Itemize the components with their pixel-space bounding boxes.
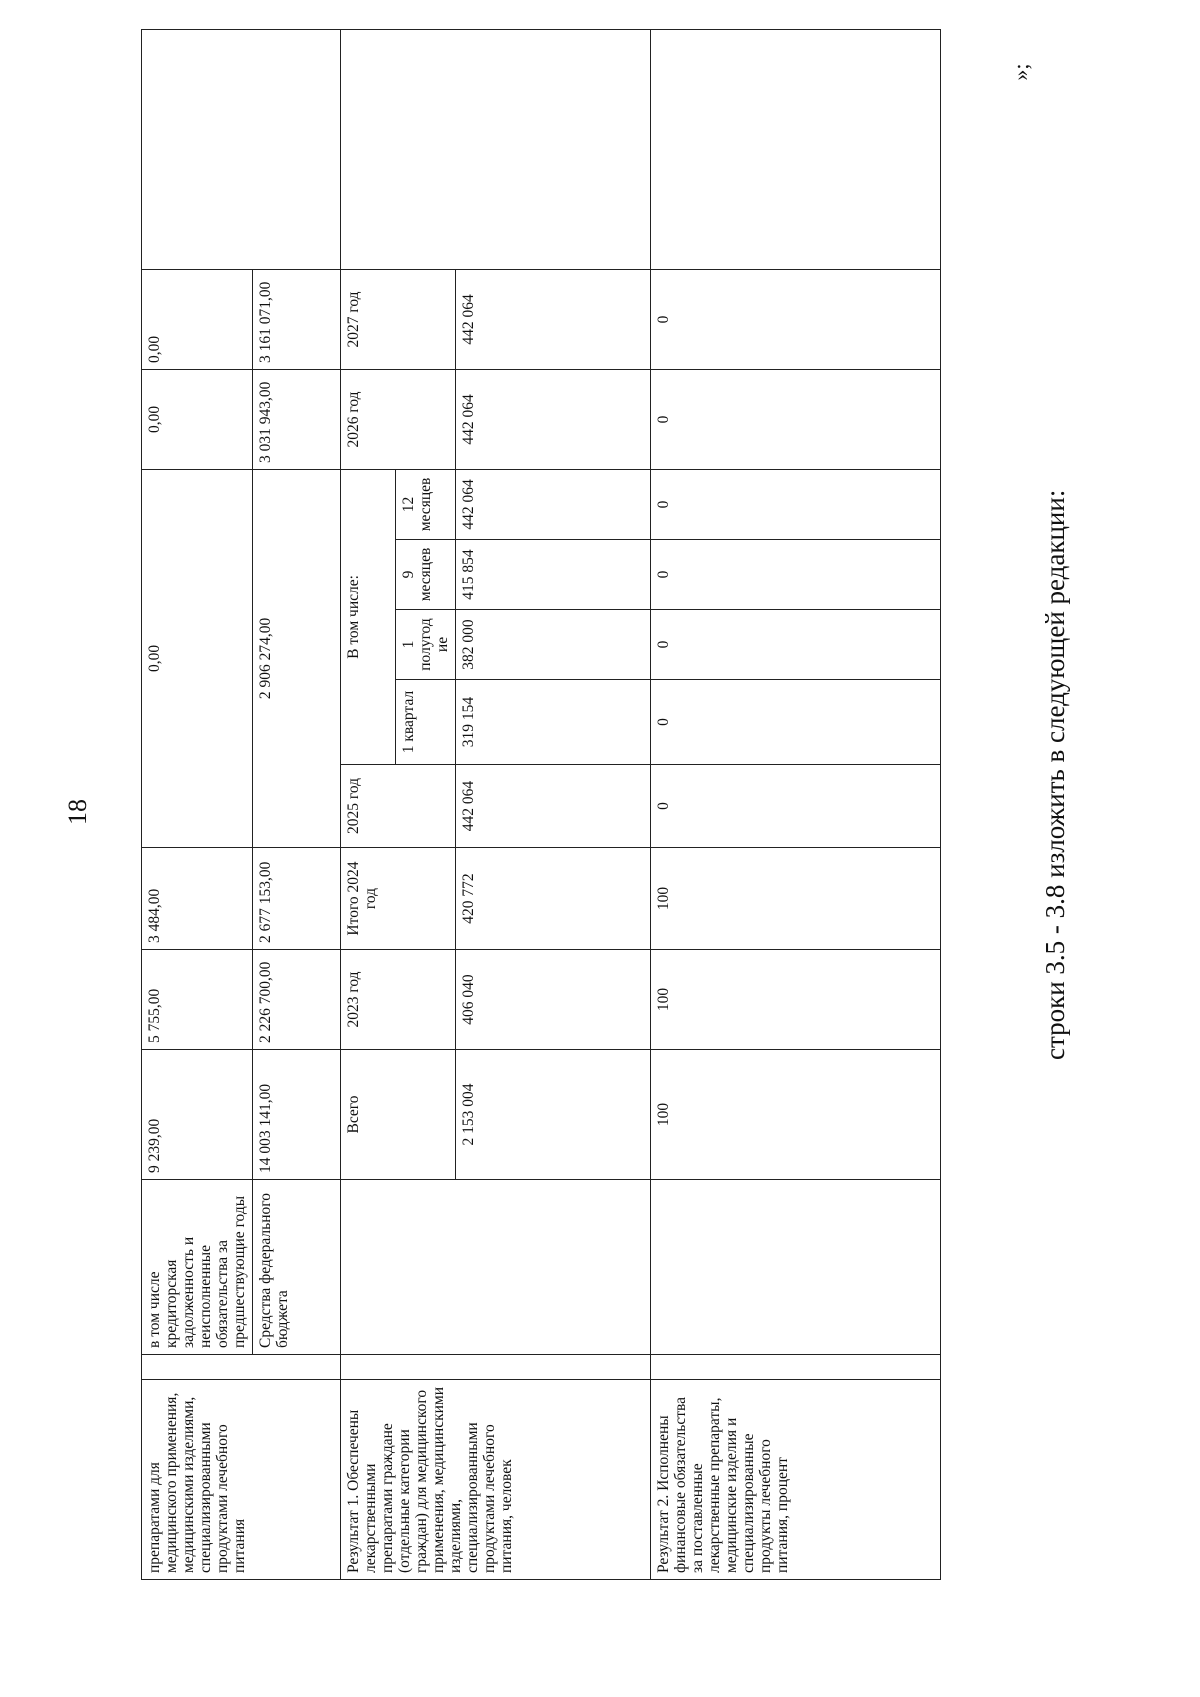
col-header-2023: 2023 год [341,950,456,1050]
table-cell: 3 031 943,00 [253,369,341,469]
table-row [341,29,396,1579]
table-cell: 5 755,00 [142,950,253,1050]
col-header-9m: 9 месяцев [396,540,456,610]
table-cell: 100 [651,950,941,1050]
table-cell: 0 [651,469,941,539]
table-cell: 2 906 274,00 [253,469,341,847]
result-2-label: Результат 2. Исполнены финансовые обязательства за поставленные лекарственные препараты, медицинские изделия и специализированные продукты лечебного питания, процент [651,1380,941,1580]
table-cell: 2 677 153,00 [253,848,341,950]
col-header-2027: 2027 год [341,269,456,369]
table-cell: 14 003 141,00 [253,1050,341,1180]
col-header-h1: 1 полугодие [396,610,456,680]
table-cell: 3 484,00 [142,848,253,950]
result-1-label: Результат 1. Обеспечены лекарственными препаратами граждане (отдельные категории граждан) для медицинского применения, медицинскими изделиями, специализированными продуктами лечебного питания, человек [341,1380,651,1580]
col-header-2024: Итого 2024 год [341,848,456,950]
col-header-q1: 1 квартал [396,680,456,765]
page-number: 18 [63,799,92,825]
col-header-12m: 12 месяцев [396,469,456,539]
table-cell: 406 040 [456,950,651,1050]
instruction-caption: строки 3.5 - 3.8 изложить в следующей редакции: [1040,489,1070,1060]
table-row [651,29,941,1579]
table-cell: 0,00 [142,269,253,369]
sub-label-federal: Средства федерального бюджета [253,1180,341,1355]
table-cell: 0 [651,369,941,469]
table-cell: 415 854 [456,540,651,610]
table-cell: 442 064 [456,469,651,539]
table-cell: 0,00 [142,369,253,469]
col-header-incl: В том числе: [341,469,396,764]
closing-quote: »; [1008,63,1033,81]
table-cell: 0 [651,680,941,765]
table-cell: 9 239,00 [142,1050,253,1180]
col-header-2025: 2025 год [341,765,456,848]
budget-table [141,29,941,1580]
table-cell: 2 226 700,00 [253,950,341,1050]
table-cell: 0,00 [142,469,253,847]
rotated-table-container [141,30,991,1580]
table-cell: 382 000 [456,610,651,680]
table-cell: 420 772 [456,848,651,950]
col-header-total: Всего [341,1050,456,1180]
col-header-2026: 2026 год [341,369,456,469]
table-cell: 319 154 [456,680,651,765]
table-cell: 3 161 071,00 [253,269,341,369]
table-cell: 442 064 [456,369,651,469]
table-cell: 2 153 004 [456,1050,651,1180]
table-cell: 100 [651,1050,941,1180]
table-cell: 100 [651,848,941,950]
sub-label-debt: в том числе кредиторская задолженность и неисполненные обязательства за предшествующие годы [142,1180,253,1355]
table-cell: 442 064 [456,765,651,848]
table-cell: 0 [651,540,941,610]
table-cell: 0 [651,765,941,848]
table-row [142,29,253,1579]
table-cell: 0 [651,610,941,680]
table-cell: 442 064 [456,269,651,369]
table-cell: 0 [651,269,941,369]
row-description: препаратами для медицинского применения, медицинскими изделиями, специализированными продуктами лечебного питания [142,1380,341,1580]
